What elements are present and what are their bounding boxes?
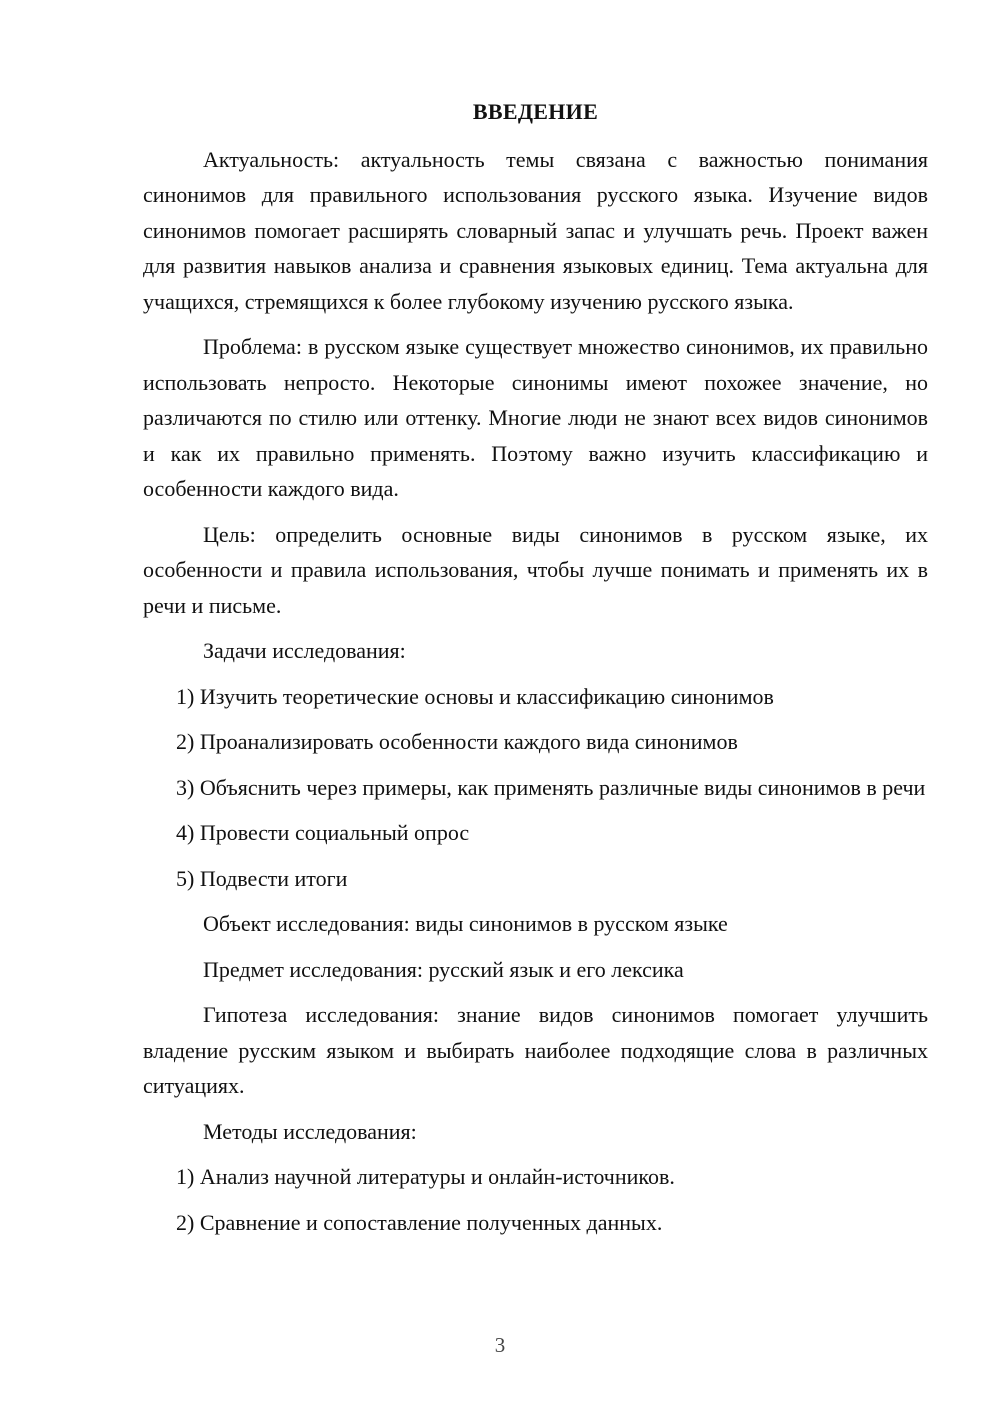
task-item: 4) Провести социальный опрос [176, 820, 470, 845]
task-item: 2) Проанализировать особенности каждого вида синонимов [176, 729, 738, 754]
task-item: 1) Изучить теоретические основы и классификацию синонимов [176, 683, 774, 709]
page-title: ВВЕДЕНИЕ [472, 99, 599, 124]
document-page [143, 94, 928, 1250]
method-item: 1) Анализ научной литературы и онлайн-источников. [176, 1164, 675, 1189]
methods-heading: Методы исследования: [203, 1118, 417, 1144]
task-item: 5) Подвести итоги [176, 865, 348, 891]
hypothesis-paragraph: Гипотеза исследования: знание видов синонимов помогает улучшить владение русским языком и выбирать наиболее подходящие слова в различных ситуациях. [143, 1002, 928, 1098]
goal-paragraph: Цель: определить основные виды синонимов в русском языке, их особенности и правила использования, чтобы лучше понимать и применять их в речи и письме. [143, 521, 928, 618]
method-item: 2) Сравнение и сопоставление полученных данных. [176, 1209, 663, 1235]
problem-paragraph: Проблема: в русском языке существует множество синонимов, их правильно использовать непросто. Некоторые синонимы имеют похожее значение, но различаются по стилю или оттенку. Многие люди не знают всех видов синонимов и как их правильно применять. Поэтому важно изучить классификацию и особенности каждого вида. [143, 334, 928, 501]
page-number: 3 [494, 1333, 506, 1357]
tasks-heading: Задачи исследования: [203, 638, 406, 663]
subject-paragraph: Предмет исследования: русский язык и его лексика [203, 956, 684, 982]
object-paragraph: Объект исследования: виды синонимов в русском языке [203, 911, 728, 936]
task-item: 3) Объяснить через примеры, как применять различные виды синонимов в речи [176, 774, 926, 800]
relevance-paragraph: Актуальность: актуальность темы связана с важностью понимания синонимов для правильного использования русского языка. Изучение видов синонимов помогает расширять словарный запас и улучшать речь. Проект важен для развития навыков анализа и сравнения языковых единиц. Тема актуальна для учащихся, стремящихся к более глубокому изучению русского языка. [143, 146, 928, 314]
